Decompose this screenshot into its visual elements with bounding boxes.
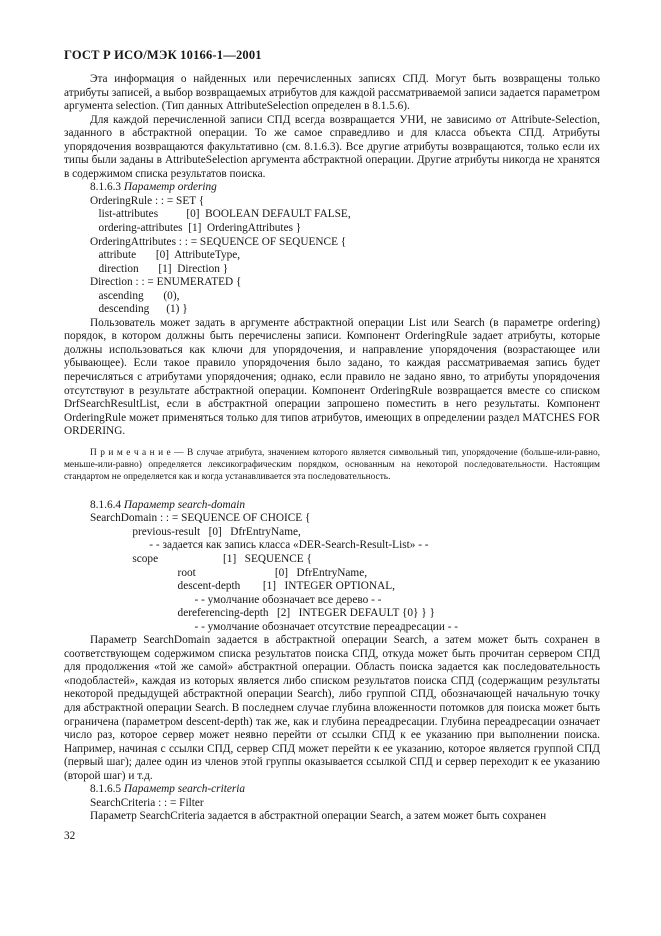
- code-line: - - умолчание обозначает все дерево - -: [90, 593, 382, 606]
- paragraph-4: Параметр SearchDomain задается в абстрактной операции Search, а затем может быть сохранен в соответствующем содержимом списка результатов поиска СПД, откуда может быть прочитан сервером СПД для продолжения «той же самой» абстрактной операции. Область поиска задается как последовательность «подобластей», каждая из которых является либо списком результатов поиска СПД (содержащим результаты некоторой предыдущей абстрактной операции Search), либо группой СПД, обозначающей начальную точку для абстрактной операции Search. В последнем случае глубина вложенности потомков для поиска может быть ограничена (параметром descent-depth) так же, как и глубина переадресации. Глубина переадресации означает число раз, которое сервер может неявно перейти от ссылки СПД к ее указанию при выполнении поиска. Например, начиная с ссылки СПД, сервер СПД может перейти к ее указанию, которое является группой СПД (первый шаг); далее один из членов этой группы оказывается ссылкой СПД и сервер переходит к ее указанию (второй шаг) и т.д.: [64, 634, 600, 782]
- running-header: ГОСТ Р ИСО/МЭК 10166-1—2001: [64, 48, 262, 62]
- section-number: 8.1.6.4: [90, 498, 124, 511]
- section-title: Параметр ordering: [123, 181, 217, 194]
- code-line: - - задается как запись класса «DER-Search-Result-List» - -: [90, 539, 429, 552]
- page-number: 32: [64, 830, 76, 842]
- paragraph-1: Эта информация о найденных или перечисленных записях СПД. Могут быть возвращены только атрибуты записей, а выбор возвращаемых атрибутов для каждой рассматриваемой записи задается параметром аргумента selection. (Тип данных AttributeSelection определен в 8.1.5.6).: [64, 73, 600, 113]
- code-line: dereferencing-depth [2] INTEGER DEFAULT {0} } }: [90, 607, 435, 620]
- code-line: ordering-attributes [1] OrderingAttributes }: [90, 222, 302, 235]
- code-line: scope [1] SEQUENCE {: [90, 552, 312, 565]
- code-line: SearchCriteria : : = Filter: [90, 796, 204, 809]
- paragraph-2: Для каждой перечисленной записи СПД всегда возвращается УНИ, не зависимо от Attribute-Selection, заданного в абстрактной операции. То же самое справедливо и для класса объекта СПД. Атрибуты упорядочения возвращаются факультативно (см. 8.1.6.3). Все другие атрибуты возвращаются, только если их типы были заданы в AttributeSelection аргумента абстрактной операции. Другие атрибуты никогда не хранятся в содержимом списка результатов поиска.: [64, 113, 600, 180]
- section-heading-8-1-6-3: [64, 181, 600, 195]
- code-line: root [0] DfrEntryName,: [90, 566, 368, 579]
- page-content: [64, 73, 600, 824]
- code-line: attribute [0] AttributeType,: [90, 249, 241, 262]
- code-line: previous-result [0] DfrEntryName,: [90, 525, 301, 538]
- ordering-code-block: [64, 195, 600, 317]
- paragraph-5: Параметр SearchCriteria задается в абстрактной операции Search, а затем может быть сохранен: [90, 810, 547, 823]
- paragraph-3: Пользователь может задать в аргументе абстрактной операции List или Search (в параметре ordering) порядок, в котором должны быть перечислены записи. Компонент OrderingRule задает атрибуты, которые должны использоваться как ключи для упорядочения, и направление упорядочения (возрастающее или убывающее). Если такое правило упорядочения было задано, то каждая рассматриваемая запись будет перечисляться с атрибутами упорядочения; однако, если правило не задано явно, то атрибуты упорядочения отсутствуют в результате абстрактной операции. Компонент OrderingRule возвращается вместе со списком DrfSearchResultList, если в абстрактной операции запрошено поместить в него результаты. Компонент OrderingRule может применяться только для типов атрибутов, имеющих в определении раздел MATCHES FOR ORDERING.: [64, 316, 600, 438]
- section-number: 8.1.6.3: [90, 181, 124, 194]
- search-domain-code-block: [64, 512, 600, 634]
- code-line: direction [1] Direction }: [90, 262, 229, 275]
- search-criteria-code-block: [64, 797, 600, 811]
- code-line: descending (1) }: [90, 303, 188, 316]
- code-line: SearchDomain : : = SEQUENCE OF CHOICE {: [90, 512, 311, 525]
- section-title: Параметр search-domain: [123, 498, 246, 511]
- code-line: OrderingRule : : = SET {: [90, 194, 205, 207]
- section-heading-8-1-6-5: [64, 783, 600, 797]
- section-heading-8-1-6-4: [64, 499, 600, 513]
- code-line: descent-depth [1] INTEGER OPTIONAL,: [90, 580, 395, 593]
- section-number: 8.1.6.5: [90, 783, 124, 796]
- code-line: ascending (0),: [90, 289, 180, 302]
- code-line: Direction : : = ENUMERATED {: [90, 276, 242, 289]
- code-line: OrderingAttributes : : = SEQUENCE OF SEQUENCE {: [90, 235, 347, 248]
- note: П р и м е ч а н и е — В случае атрибута, значением которого является символьный тип, упорядочение (больше-или-равно, меньше-или-равно) определяется лексикографическим порядком, основанным на некоторой последовательности. Настоящим стандартом не определяется как и когда устанавливается эта последовательность.: [64, 447, 600, 482]
- code-line: list-attributes [0] BOOLEAN DEFAULT FALSE,: [90, 208, 351, 221]
- section-title: Параметр search-criteria: [123, 783, 246, 796]
- code-line: - - умолчание обозначает отсутствие переадресации - -: [90, 620, 459, 633]
